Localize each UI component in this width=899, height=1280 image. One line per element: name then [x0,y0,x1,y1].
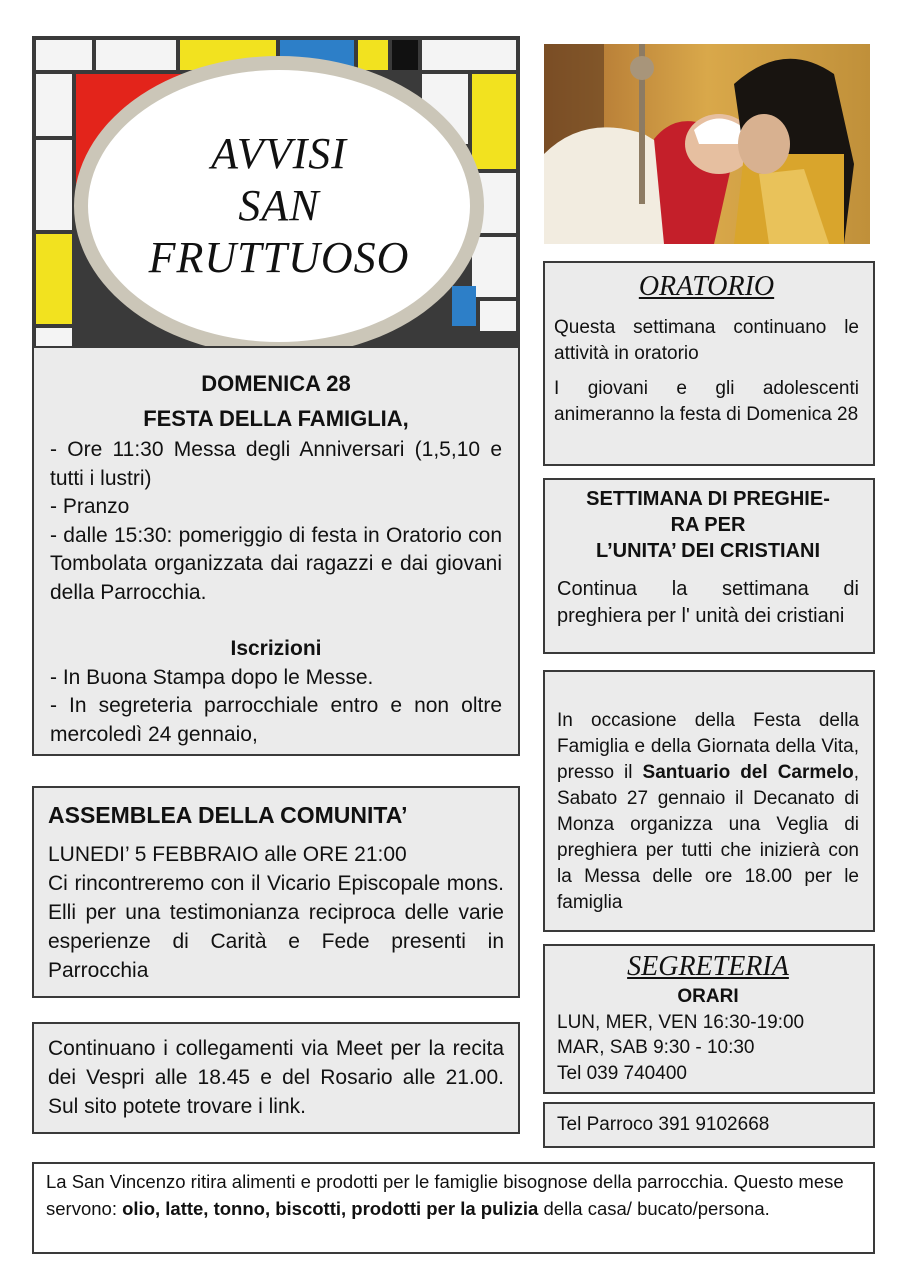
veglia-santuario: Santuario del Carmelo [642,762,854,783]
orari-heading: ORARI [677,986,739,1007]
parroco-phone-box [543,1102,875,1148]
program-line: - Pranzo [50,495,130,518]
iscrizioni-line: - In Buona Stampa dopo le Messe. [50,665,374,689]
preghiera-heading-line: L’UNITA’ DEI CRISTIANI [595,540,821,562]
oratorio-box [543,261,875,466]
orari-line: MAR, SAB 9:30 - 10:30 [557,1037,755,1058]
preghiera-box [543,478,875,654]
title-oval [74,56,484,356]
preghiera-heading-line: SETTIMANA DI PREGHIE- [586,488,830,510]
segreteria-heading: SEGRETERIA [627,951,789,982]
festa-famiglia-box [32,346,520,756]
preghiera-heading-line: RA PER [670,514,746,536]
iscrizioni-heading: Iscrizioni [230,637,322,660]
parroco-phone: Tel Parroco 391 9102668 [557,1114,770,1135]
vincenzo-text: La San Vincenzo ritira alimenti e prodotti per le famiglie bisognose della parrocchia. Questo mese servono: [46,1171,844,1219]
festa-heading: FESTA DELLA FAMIGLIA, [143,406,409,431]
veglia-box [543,670,875,932]
meet-body: Continuano i collegamenti via Meet per la recita dei Vespri alle 18.45 e del Rosario alle 21.00. Sul sito potete trovare i link. [48,1037,504,1118]
veglia-text: In occasione della Festa della Famiglia e della Giornata della Vita, presso il [557,710,859,783]
veglia-body [557,708,859,916]
assemblea-when: LUNEDI’ 5 FEBBRAIO alle ORE 21:00 [48,843,407,866]
title-line-1: AVVISI [211,129,347,178]
segreteria-phone: Tel 039 740400 [557,1062,687,1084]
photo-embrace-icon [544,44,870,244]
veglia-text: , Sabato 27 gennaio il Decanato di Monza organizza una Veglia di preghiera per tutti che inizierà con la Messa delle ore 18.00 per le famiglia [557,762,859,913]
assemblea-box [32,786,520,998]
meet-box [32,1022,520,1134]
title-line-3: FRUTTUOSO [148,233,410,282]
assemblea-body: Ci rincontreremo con il Vicario Episcopale mons. Elli per una testimonianza reciproca delle varie esperienze di Carità e Fede presenti in Parrocchia [48,872,504,982]
oratorio-p2: I giovani e gli adolescenti animeranno la festa di Domenica 28 [554,378,859,425]
oratorio-heading: ORATORIO [638,271,775,302]
iscrizioni-line: - In segreteria parrocchiale entro e non oltre mercoledì 24 gennaio, [50,694,502,746]
segreteria-box [543,944,875,1094]
orari-line: LUN, MER, VEN 16:30-19:00 [557,1011,805,1033]
program-line: - dalle 15:30: pomeriggio di festa in Oratorio con Tombolata organizzata dai ragazzi e dai giovani della Parrocchia. [50,523,502,604]
preghiera-body: Continua la settimana di preghiera per l' unità dei cristiani [557,578,859,627]
vincenzo-body [46,1168,861,1222]
photo-illustration [544,44,870,244]
program-line: - Ore 11:30 Messa degli Anniversari (1,5,10 e tutti i lustri) [50,438,502,490]
preghiera-heading [557,486,859,564]
domenica-heading: DOMENICA 28 [201,371,351,396]
san-vincenzo-box [32,1162,875,1254]
vincenzo-items: olio, latte, tonno, biscotti, prodotti per la pulizia [122,1198,539,1219]
vincenzo-text: della casa/ bucato/persona. [538,1198,770,1219]
oratorio-p1: Questa settimana continuano le attività in oratorio [554,317,859,364]
assemblea-heading: ASSEMBLEA DELLA COMUNITA’ [48,802,408,828]
title-line-2: SAN [238,181,320,230]
